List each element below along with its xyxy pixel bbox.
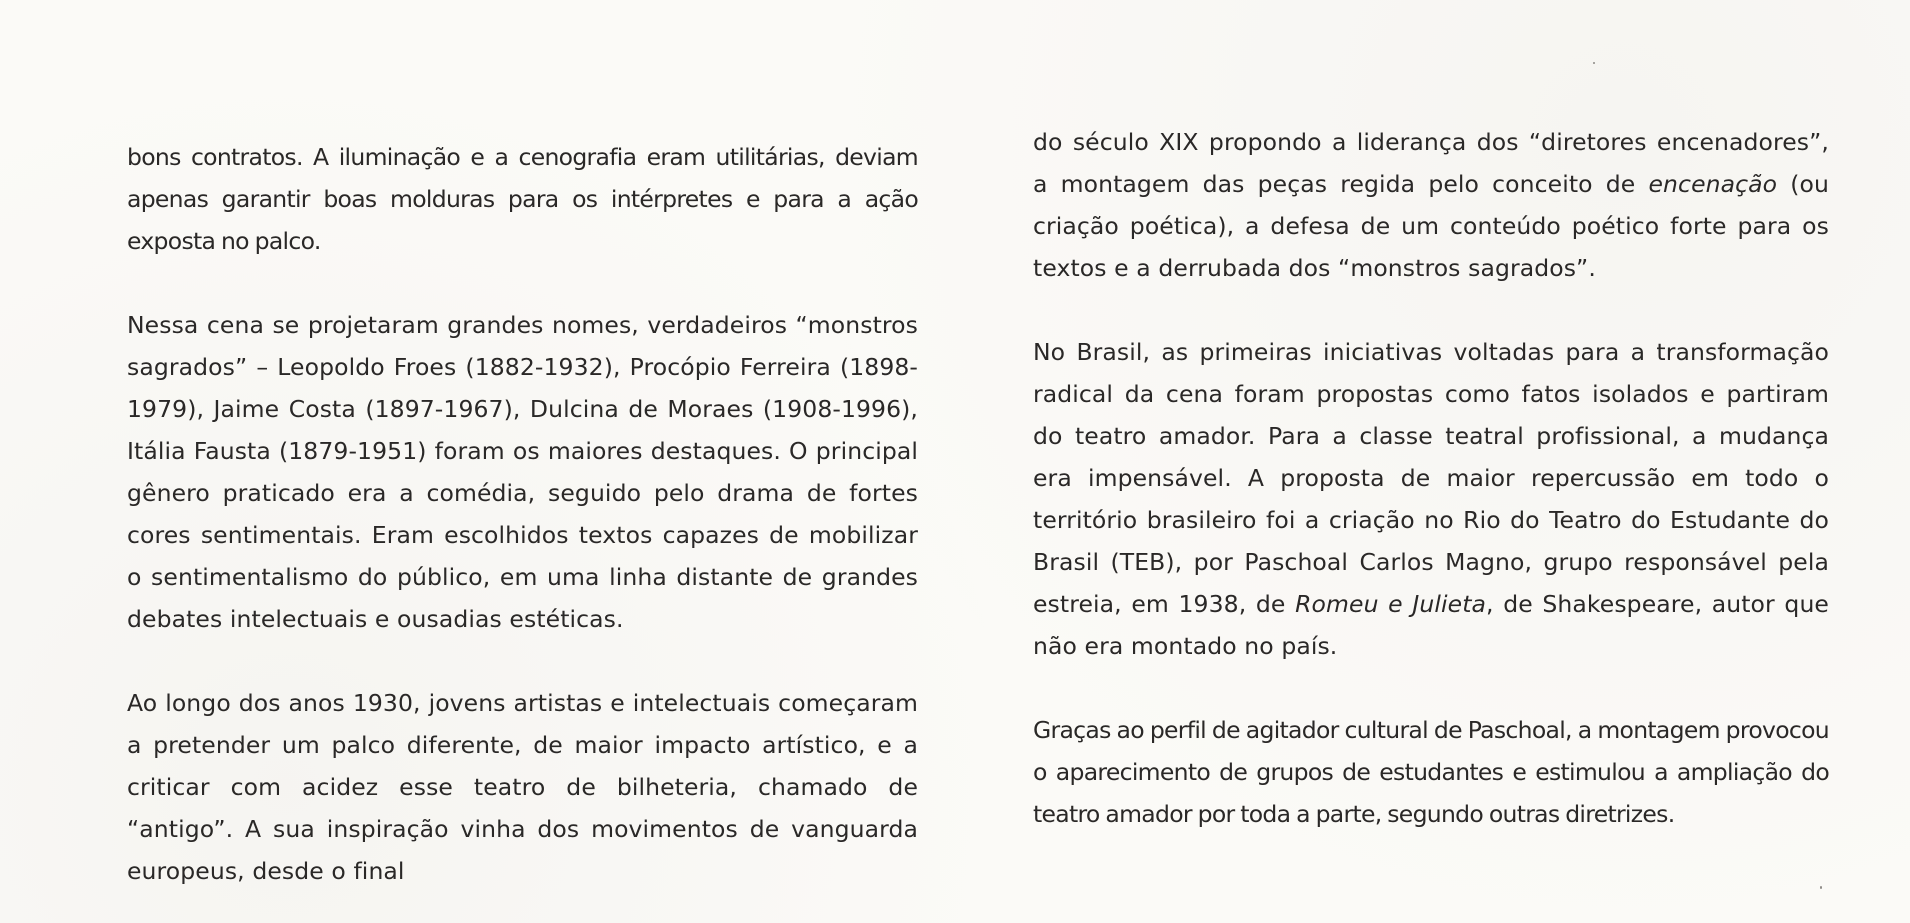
emphasis-text: encenação	[1648, 170, 1778, 198]
paragraph	[1033, 121, 1829, 289]
left-column	[127, 136, 918, 923]
paragraph: Ao longo dos anos 1930, jovens artistas e intelectuais começaram a pretender um palco diferente, de maior impacto artístico, e a criticar com acidez esse teatro de bilheteria, chamado de “antigo”. A sua inspiração vinha dos movimentos de vanguarda europeus, desde o final	[127, 689, 918, 885]
paragraph-text: , de Shakespeare, autor que não era montado no país.	[1033, 590, 1829, 660]
paragraph: bons contratos. A iluminação e a cenografia eram utilitárias, deviam apenas garantir boas molduras para os intérpretes e para a ação exposta no palco.	[127, 143, 918, 255]
paragraph	[1033, 331, 1829, 667]
emphasis-text: Romeu e Julieta	[1295, 590, 1487, 618]
paper-speck	[1820, 886, 1822, 889]
paragraph: Graças ao perfil de agitador cultural de Paschoal, a montagem provocou o aparecimento de grupos de estudantes e estimulou a ampliação do teatro amador por toda a parte, segundo outras diretrizes.	[1033, 716, 1829, 828]
paragraph-text: do século XIX propondo a liderança dos “diretores encenadores”, a montagem das peças regida pelo conceito de	[1033, 128, 1829, 198]
right-column	[1033, 121, 1829, 877]
paragraph: Nessa cena se projetaram grandes nomes, verdadeiros “monstros sagrados” – Leopoldo Froes (1882-1932), Procópio Ferreira (1898-1979), Jaime Costa (1897-1967), Dulcina de Moraes (1908-1996), Itália Fausta (1879-1951) foram os maiores destaques. O principal gênero praticado era a comédia, seguido pelo drama de fortes cores sentimentais. Eram escolhidos textos capazes de mobilizar o sentimentalismo do público, em uma linha distante de grandes debates intelectuais e ousadias estéticas.	[127, 311, 918, 633]
paragraph-text: No Brasil, as primeiras iniciativas voltadas para a transformação radical da cena foram propostas como fatos isolados e partiram do teatro amador. Para a classe teatral profissional, a mudança era impensável. A proposta de maior repercussão em todo o território brasileiro foi a criação no Rio do Teatro do Estudante do Brasil (TEB), por Paschoal Carlos Magno, grupo responsável pela estreia, em 1938, de	[1033, 338, 1829, 618]
paragraph-text: (ou criação poética), a defesa de um conteúdo poético forte para os textos e a derrubada dos “monstros sagrados”.	[1033, 170, 1830, 282]
paper-speck	[1593, 62, 1595, 64]
